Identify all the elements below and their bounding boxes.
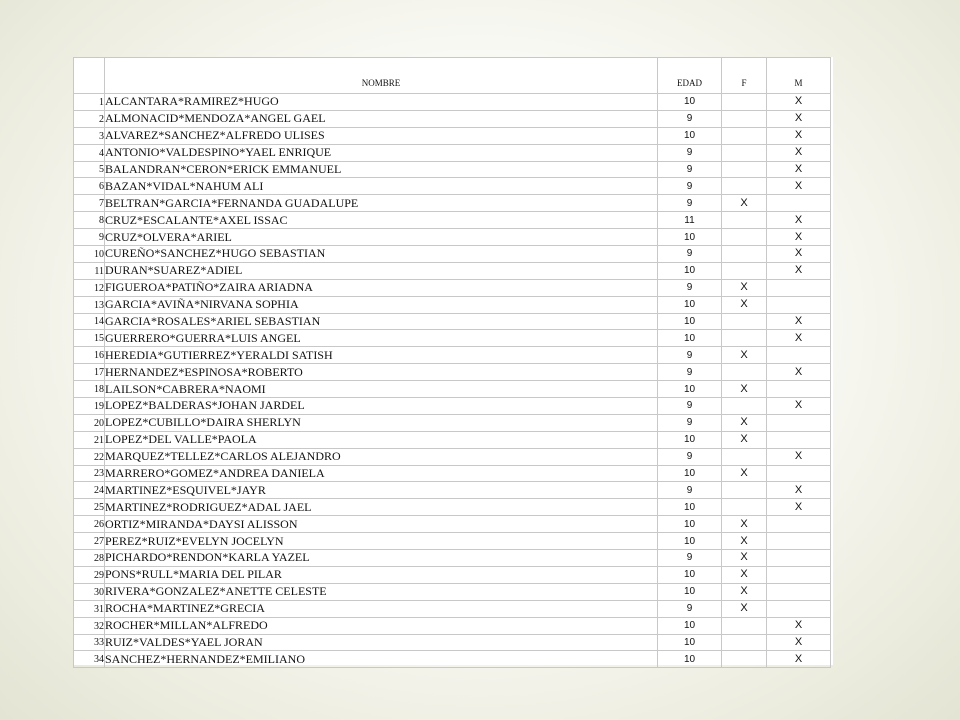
male-mark bbox=[767, 414, 831, 431]
male-mark: X bbox=[767, 262, 831, 279]
row-number: 27 bbox=[74, 533, 105, 550]
female-mark bbox=[722, 634, 767, 651]
row-number: 32 bbox=[74, 617, 105, 634]
female-mark: X bbox=[722, 279, 767, 296]
table-row bbox=[74, 330, 831, 347]
male-mark: X bbox=[767, 330, 831, 347]
student-age: 10 bbox=[658, 94, 722, 111]
row-number: 15 bbox=[74, 330, 105, 347]
student-age: 9 bbox=[658, 448, 722, 465]
row-number: 33 bbox=[74, 634, 105, 651]
student-name: LOPEZ*DEL VALLE*PAOLA bbox=[105, 431, 658, 448]
student-name: ALVAREZ*SANCHEZ*ALFREDO ULISES bbox=[105, 127, 658, 144]
male-mark bbox=[767, 533, 831, 550]
table-row bbox=[74, 533, 831, 550]
student-name: FIGUEROA*PATIÑO*ZAIRA ARIADNA bbox=[105, 279, 658, 296]
female-mark bbox=[722, 94, 767, 111]
table-row bbox=[74, 465, 831, 482]
female-mark bbox=[722, 110, 767, 127]
table-row bbox=[74, 516, 831, 533]
student-age: 10 bbox=[658, 313, 722, 330]
student-name: DURAN*SUAREZ*ADIEL bbox=[105, 262, 658, 279]
header-name: NOMBRE bbox=[105, 58, 658, 94]
row-number: 30 bbox=[74, 583, 105, 600]
row-number: 21 bbox=[74, 431, 105, 448]
female-mark bbox=[722, 127, 767, 144]
row-number: 25 bbox=[74, 499, 105, 516]
student-age: 9 bbox=[658, 110, 722, 127]
student-name: RIVERA*GONZALEZ*ANETTE CELESTE bbox=[105, 583, 658, 600]
table-row bbox=[74, 431, 831, 448]
table-row bbox=[74, 144, 831, 161]
student-age: 10 bbox=[658, 229, 722, 246]
table-row bbox=[74, 94, 831, 111]
male-mark: X bbox=[767, 398, 831, 415]
row-number: 26 bbox=[74, 516, 105, 533]
table-row bbox=[74, 651, 831, 668]
student-name: ANTONIO*VALDESPINO*YAEL ENRIQUE bbox=[105, 144, 658, 161]
student-age: 9 bbox=[658, 364, 722, 381]
student-age: 10 bbox=[658, 262, 722, 279]
row-number: 18 bbox=[74, 381, 105, 398]
student-age: 9 bbox=[658, 482, 722, 499]
table-row bbox=[74, 212, 831, 229]
student-name: BAZAN*VIDAL*NAHUM ALI bbox=[105, 178, 658, 195]
female-mark bbox=[722, 651, 767, 668]
row-number: 13 bbox=[74, 296, 105, 313]
female-mark: X bbox=[722, 296, 767, 313]
row-number: 20 bbox=[74, 414, 105, 431]
male-mark: X bbox=[767, 178, 831, 195]
male-mark: X bbox=[767, 482, 831, 499]
female-mark bbox=[722, 144, 767, 161]
roster-body bbox=[74, 94, 831, 668]
student-age: 10 bbox=[658, 431, 722, 448]
female-mark: X bbox=[722, 583, 767, 600]
male-mark: X bbox=[767, 364, 831, 381]
header-age: EDAD bbox=[658, 58, 722, 94]
student-age: 9 bbox=[658, 398, 722, 415]
table-row bbox=[74, 313, 831, 330]
student-name: MARRERO*GOMEZ*ANDREA DANIELA bbox=[105, 465, 658, 482]
row-number: 11 bbox=[74, 262, 105, 279]
student-name: ALMONACID*MENDOZA*ANGEL GAEL bbox=[105, 110, 658, 127]
male-mark: X bbox=[767, 229, 831, 246]
male-mark: X bbox=[767, 448, 831, 465]
row-number: 6 bbox=[74, 178, 105, 195]
male-mark: X bbox=[767, 651, 831, 668]
female-mark: X bbox=[722, 347, 767, 364]
table-row bbox=[74, 634, 831, 651]
row-number: 29 bbox=[74, 566, 105, 583]
student-name: SANCHEZ*HERNANDEZ*EMILIANO bbox=[105, 651, 658, 668]
male-mark bbox=[767, 600, 831, 617]
row-number: 12 bbox=[74, 279, 105, 296]
table-row bbox=[74, 414, 831, 431]
student-name: CRUZ*ESCALANTE*AXEL ISSAC bbox=[105, 212, 658, 229]
student-age: 9 bbox=[658, 178, 722, 195]
student-age: 9 bbox=[658, 279, 722, 296]
row-number: 22 bbox=[74, 448, 105, 465]
student-age: 10 bbox=[658, 296, 722, 313]
student-age: 9 bbox=[658, 347, 722, 364]
student-name: MARTINEZ*RODRIGUEZ*ADAL JAEL bbox=[105, 499, 658, 516]
male-mark: X bbox=[767, 212, 831, 229]
student-age: 10 bbox=[658, 583, 722, 600]
student-age: 9 bbox=[658, 600, 722, 617]
male-mark bbox=[767, 431, 831, 448]
table-row bbox=[74, 617, 831, 634]
male-mark bbox=[767, 279, 831, 296]
student-name: BALANDRAN*CERON*ERICK EMMANUEL bbox=[105, 161, 658, 178]
row-number: 14 bbox=[74, 313, 105, 330]
header-female: F bbox=[722, 58, 767, 94]
student-roster-table bbox=[73, 57, 831, 668]
table-row bbox=[74, 262, 831, 279]
male-mark: X bbox=[767, 499, 831, 516]
male-mark bbox=[767, 381, 831, 398]
student-name: LAILSON*CABRERA*NAOMI bbox=[105, 381, 658, 398]
student-age: 10 bbox=[658, 127, 722, 144]
female-mark bbox=[722, 212, 767, 229]
student-age: 9 bbox=[658, 414, 722, 431]
table-row bbox=[74, 550, 831, 567]
female-mark: X bbox=[722, 195, 767, 212]
female-mark bbox=[722, 161, 767, 178]
male-mark: X bbox=[767, 617, 831, 634]
student-name: ORTIZ*MIRANDA*DAYSI ALISSON bbox=[105, 516, 658, 533]
student-age: 10 bbox=[658, 617, 722, 634]
table-row bbox=[74, 600, 831, 617]
student-name: ROCHER*MILLAN*ALFREDO bbox=[105, 617, 658, 634]
student-age: 10 bbox=[658, 465, 722, 482]
row-number: 10 bbox=[74, 246, 105, 263]
row-number: 24 bbox=[74, 482, 105, 499]
header-male: M bbox=[767, 58, 831, 94]
female-mark bbox=[722, 313, 767, 330]
female-mark bbox=[722, 178, 767, 195]
male-mark: X bbox=[767, 127, 831, 144]
female-mark bbox=[722, 246, 767, 263]
female-mark: X bbox=[722, 600, 767, 617]
male-mark bbox=[767, 195, 831, 212]
student-age: 10 bbox=[658, 516, 722, 533]
student-name: MARQUEZ*TELLEZ*CARLOS ALEJANDRO bbox=[105, 448, 658, 465]
table-row bbox=[74, 347, 831, 364]
student-name: GARCIA*AVIÑA*NIRVANA SOPHIA bbox=[105, 296, 658, 313]
female-mark bbox=[722, 499, 767, 516]
row-number: 7 bbox=[74, 195, 105, 212]
male-mark bbox=[767, 465, 831, 482]
table-row bbox=[74, 178, 831, 195]
male-mark: X bbox=[767, 144, 831, 161]
table-row bbox=[74, 161, 831, 178]
female-mark bbox=[722, 330, 767, 347]
table-row bbox=[74, 583, 831, 600]
male-mark bbox=[767, 550, 831, 567]
female-mark bbox=[722, 482, 767, 499]
row-number: 19 bbox=[74, 398, 105, 415]
student-age: 9 bbox=[658, 144, 722, 161]
table-row bbox=[74, 566, 831, 583]
female-mark: X bbox=[722, 533, 767, 550]
row-number: 16 bbox=[74, 347, 105, 364]
table-row bbox=[74, 110, 831, 127]
table-row bbox=[74, 195, 831, 212]
student-name: HERNANDEZ*ESPINOSA*ROBERTO bbox=[105, 364, 658, 381]
table-row bbox=[74, 381, 831, 398]
female-mark: X bbox=[722, 550, 767, 567]
table-row bbox=[74, 296, 831, 313]
male-mark: X bbox=[767, 246, 831, 263]
row-number: 28 bbox=[74, 550, 105, 567]
student-name: LOPEZ*BALDERAS*JOHAN JARDEL bbox=[105, 398, 658, 415]
table-row bbox=[74, 499, 831, 516]
student-age: 10 bbox=[658, 499, 722, 516]
table-row bbox=[74, 364, 831, 381]
table-row bbox=[74, 279, 831, 296]
student-name: MARTINEZ*ESQUIVEL*JAYR bbox=[105, 482, 658, 499]
row-number: 4 bbox=[74, 144, 105, 161]
male-mark: X bbox=[767, 313, 831, 330]
female-mark bbox=[722, 229, 767, 246]
student-age: 9 bbox=[658, 195, 722, 212]
male-mark bbox=[767, 516, 831, 533]
male-mark bbox=[767, 566, 831, 583]
student-name: CUREÑO*SANCHEZ*HUGO SEBASTIAN bbox=[105, 246, 658, 263]
male-mark bbox=[767, 583, 831, 600]
female-mark: X bbox=[722, 465, 767, 482]
table-row bbox=[74, 482, 831, 499]
student-age: 9 bbox=[658, 246, 722, 263]
student-age: 10 bbox=[658, 330, 722, 347]
male-mark bbox=[767, 347, 831, 364]
female-mark: X bbox=[722, 566, 767, 583]
table-row bbox=[74, 448, 831, 465]
header-row bbox=[74, 58, 831, 94]
student-name: ROCHA*MARTINEZ*GRECIA bbox=[105, 600, 658, 617]
student-age: 9 bbox=[658, 550, 722, 567]
student-name: CRUZ*OLVERA*ARIEL bbox=[105, 229, 658, 246]
table-row bbox=[74, 127, 831, 144]
row-number: 2 bbox=[74, 110, 105, 127]
row-number: 9 bbox=[74, 229, 105, 246]
row-number: 3 bbox=[74, 127, 105, 144]
student-age: 10 bbox=[658, 381, 722, 398]
row-number: 5 bbox=[74, 161, 105, 178]
row-number: 31 bbox=[74, 600, 105, 617]
male-mark: X bbox=[767, 161, 831, 178]
row-number: 8 bbox=[74, 212, 105, 229]
student-age: 10 bbox=[658, 566, 722, 583]
female-mark bbox=[722, 364, 767, 381]
header-number bbox=[74, 58, 105, 94]
row-number: 17 bbox=[74, 364, 105, 381]
female-mark bbox=[722, 398, 767, 415]
female-mark: X bbox=[722, 381, 767, 398]
female-mark bbox=[722, 617, 767, 634]
female-mark bbox=[722, 448, 767, 465]
table-row bbox=[74, 398, 831, 415]
student-name: ALCANTARA*RAMIREZ*HUGO bbox=[105, 94, 658, 111]
student-age: 10 bbox=[658, 651, 722, 668]
student-name: RUIZ*VALDES*YAEL JORAN bbox=[105, 634, 658, 651]
row-number: 34 bbox=[74, 651, 105, 668]
student-name: PICHARDO*RENDON*KARLA YAZEL bbox=[105, 550, 658, 567]
female-mark: X bbox=[722, 516, 767, 533]
male-mark: X bbox=[767, 94, 831, 111]
student-name: HEREDIA*GUTIERREZ*YERALDI SATISH bbox=[105, 347, 658, 364]
female-mark: X bbox=[722, 414, 767, 431]
student-name: LOPEZ*CUBILLO*DAIRA SHERLYN bbox=[105, 414, 658, 431]
male-mark bbox=[767, 296, 831, 313]
student-name: PONS*RULL*MARIA DEL PILAR bbox=[105, 566, 658, 583]
male-mark: X bbox=[767, 634, 831, 651]
male-mark: X bbox=[767, 110, 831, 127]
female-mark: X bbox=[722, 431, 767, 448]
table-row bbox=[74, 246, 831, 263]
student-name: GUERRERO*GUERRA*LUIS ANGEL bbox=[105, 330, 658, 347]
student-age: 10 bbox=[658, 533, 722, 550]
row-number: 1 bbox=[74, 94, 105, 111]
row-number: 23 bbox=[74, 465, 105, 482]
student-age: 9 bbox=[658, 161, 722, 178]
student-age: 10 bbox=[658, 634, 722, 651]
student-name: BELTRAN*GARCIA*FERNANDA GUADALUPE bbox=[105, 195, 658, 212]
table-row bbox=[74, 229, 831, 246]
student-name: GARCIA*ROSALES*ARIEL SEBASTIAN bbox=[105, 313, 658, 330]
female-mark bbox=[722, 262, 767, 279]
student-name: PEREZ*RUIZ*EVELYN JOCELYN bbox=[105, 533, 658, 550]
student-age: 11 bbox=[658, 212, 722, 229]
